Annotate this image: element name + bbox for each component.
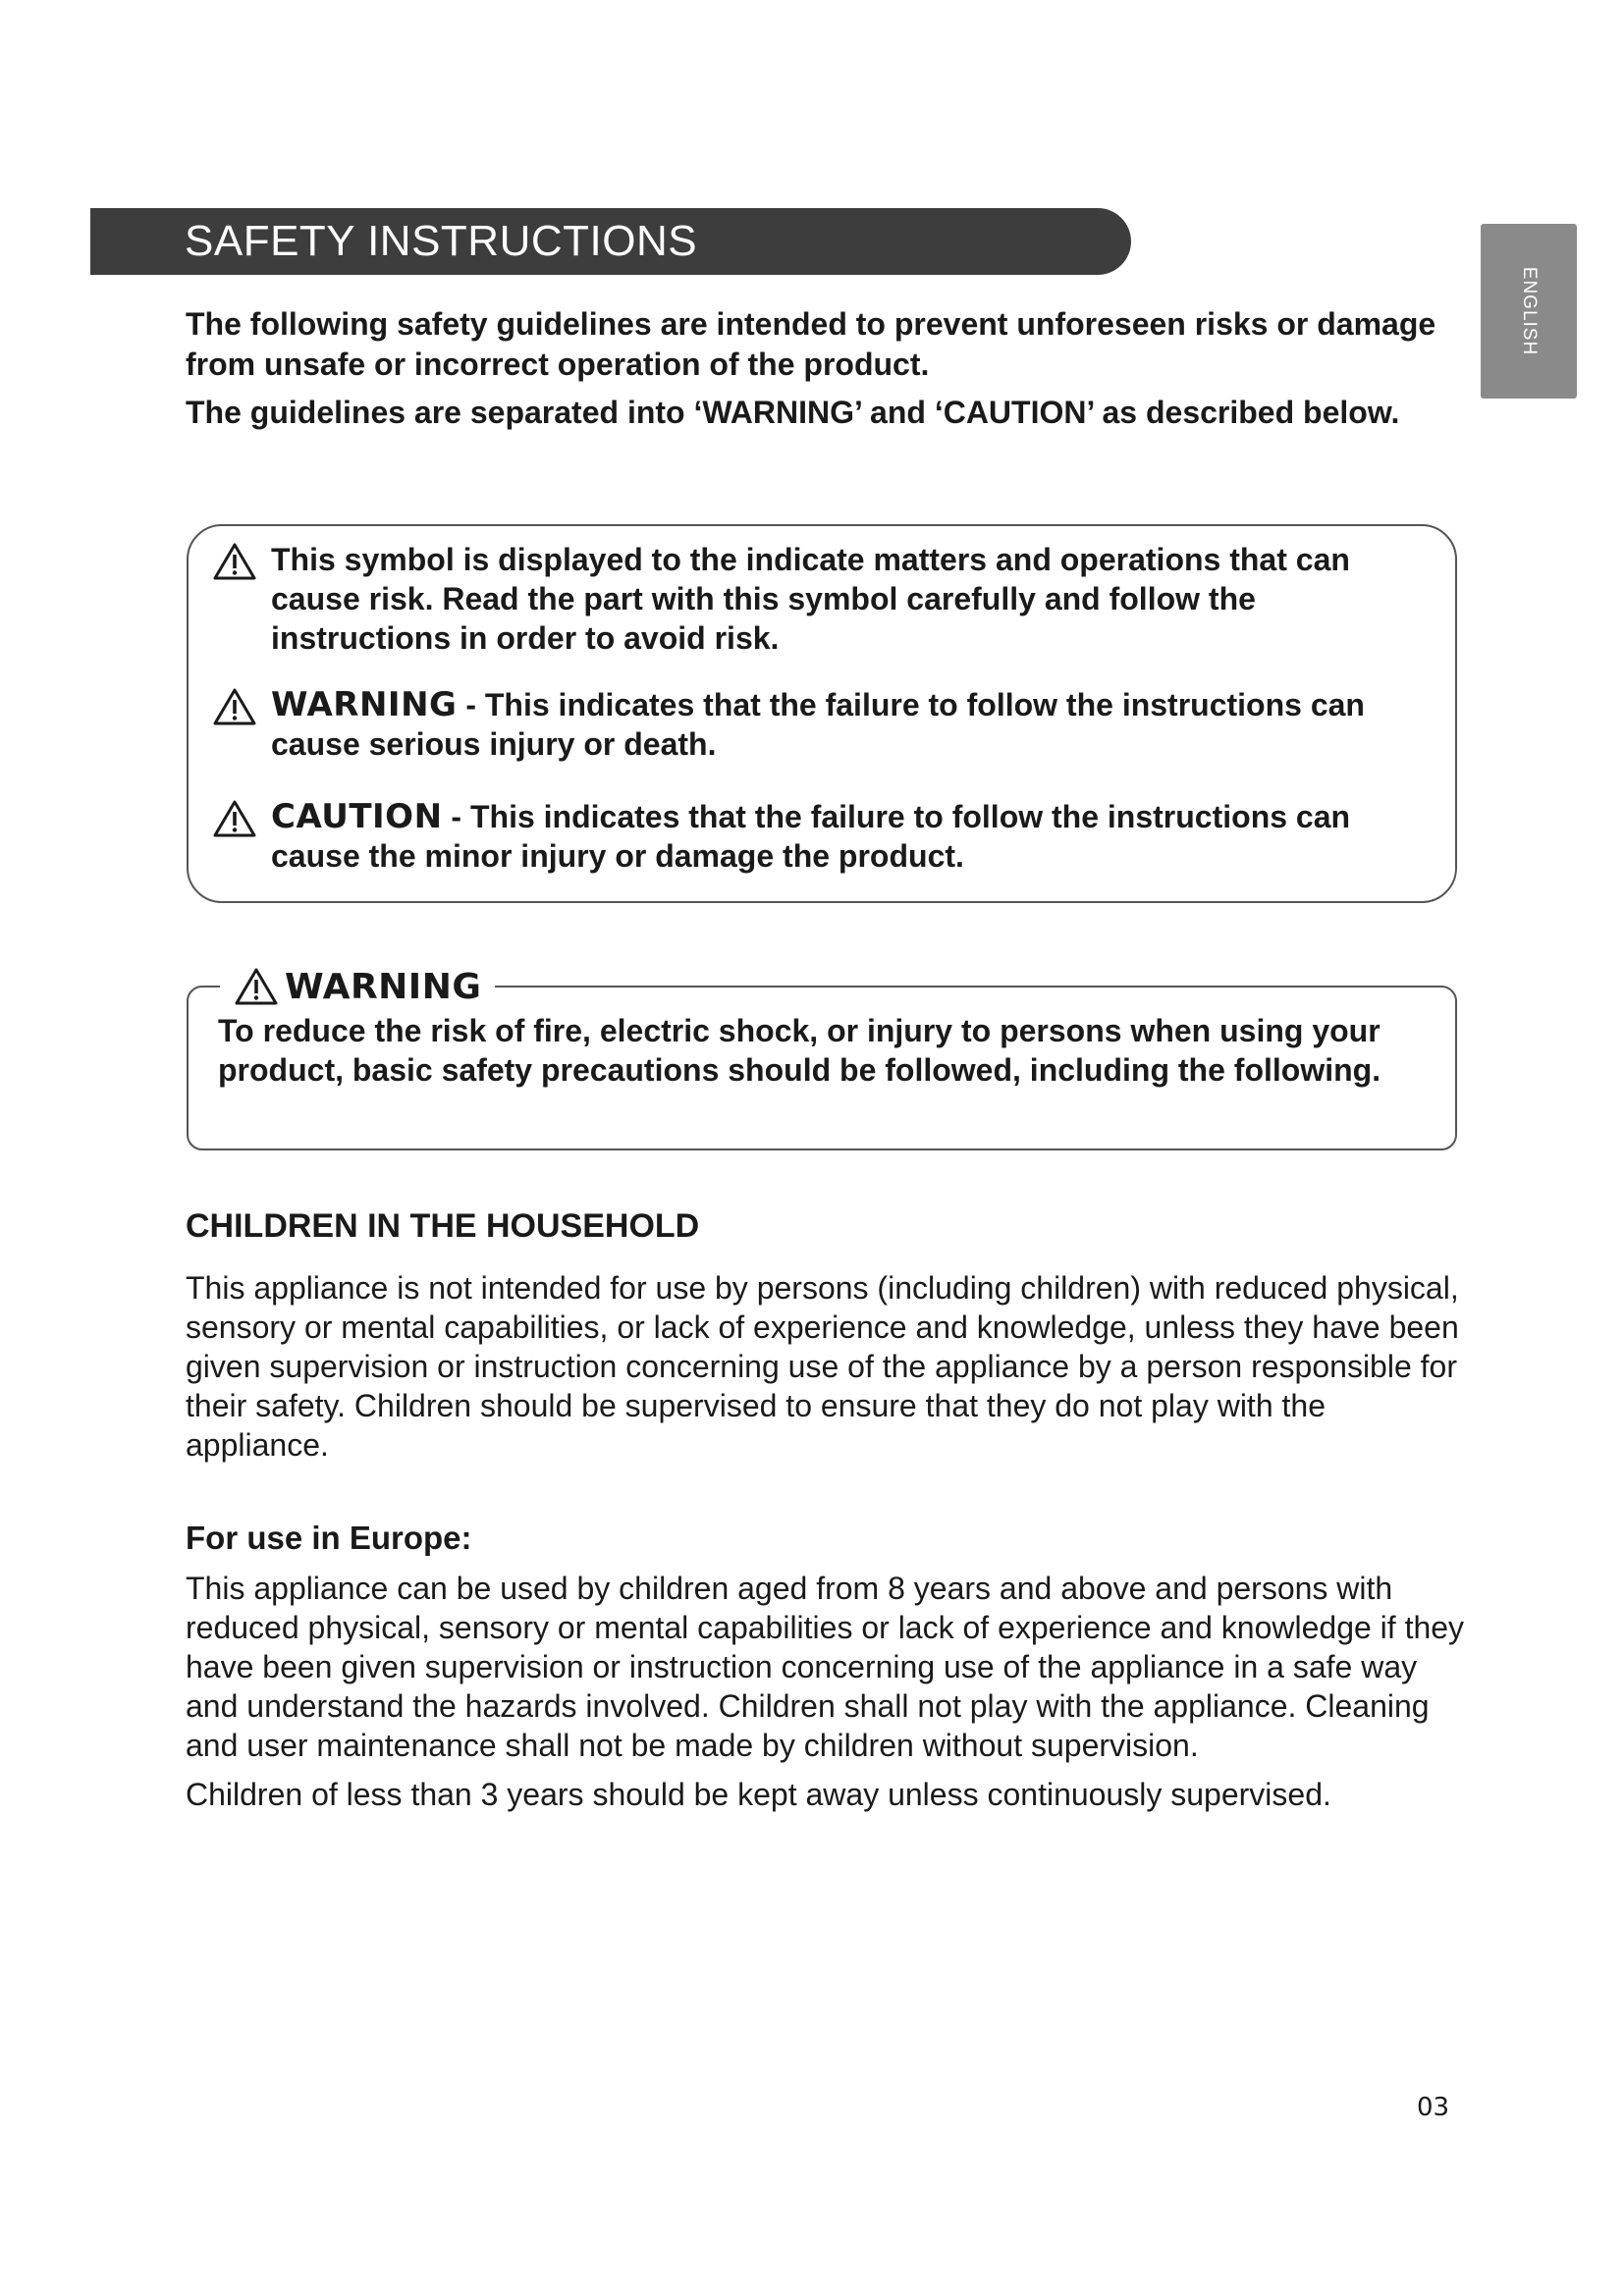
language-tab-label: ENGLISH xyxy=(1519,266,1540,356)
caution-description-text: - This indicates that the failure to follow the instructions can cause the minor injury or damage the product. xyxy=(271,799,1351,874)
caution-keyword: CAUTION xyxy=(271,797,443,836)
symbol-legend-box xyxy=(187,524,1457,903)
symbol-description-text: This symbol is displayed to the indicate matters and operations that can cause risk. Read the part with this symbol carefully and follow the instructions in order to avoid risk. xyxy=(271,542,1350,656)
warning-box-legend xyxy=(220,959,495,1014)
intro-paragraph-2: The guidelines are separated into ‘WARNING’ and ‘CAUTION’ as described below. xyxy=(186,395,1400,430)
intro-paragraph-1: The following safety guidelines are intended to prevent unforeseen risks or damage from unsafe or incorrect operation of the product. xyxy=(186,306,1436,382)
children-section-heading: CHILDREN IN THE HOUSEHOLD xyxy=(186,1207,700,1245)
warning-description-text: - This indicates that the failure to follow the instructions can cause serious injury or death. xyxy=(271,687,1365,762)
europe-heading: For use in Europe: xyxy=(186,1520,472,1556)
warning-triangle-icon xyxy=(212,542,257,581)
warning-triangle-icon xyxy=(212,687,257,726)
caution-description-row xyxy=(212,797,1439,876)
warning-box-text: To reduce the risk of fire, electric shock, or injury to persons when using your product, basic safety precautions should be followed, including the following. xyxy=(218,1013,1381,1088)
warning-triangle-icon xyxy=(212,799,257,838)
warning-keyword: WARNING xyxy=(271,685,458,724)
children-paragraph: This appliance is not intended for use by persons (including children) with reduced physical, sensory or mental capabilities, or lack of experience and knowledge, unless they have been given supervision or instruction concerning use of the appliance by a person responsible for their safety. Children should be supervised to ensure that they do not play with the appliance. xyxy=(186,1270,1459,1463)
symbol-description-row xyxy=(212,540,1439,658)
warning-description-row xyxy=(212,685,1439,764)
europe-paragraph: This appliance can be used by children aged from 8 years and above and persons with reduced physical, sensory or mental capabilities or lack of experience and knowledge if they have been given supervision or instruction concerning use of the appliance in a safe way and understand the hazards involved. Children shall not play with the appliance. Cleaning and user maintenance shall not be made by children without supervision. xyxy=(186,1571,1465,1763)
page-title: SAFETY INSTRUCTIONS xyxy=(185,217,698,265)
europe-paragraph-2: Children of less than 3 years should be kept away unless continuously supervised. xyxy=(186,1777,1331,1812)
section-title-bar xyxy=(90,208,1131,275)
page-number: 03 xyxy=(1417,2093,1450,2122)
language-tab xyxy=(1481,224,1577,399)
warning-triangle-icon xyxy=(234,967,279,1006)
warning-box-keyword: WARNING xyxy=(285,966,482,1007)
